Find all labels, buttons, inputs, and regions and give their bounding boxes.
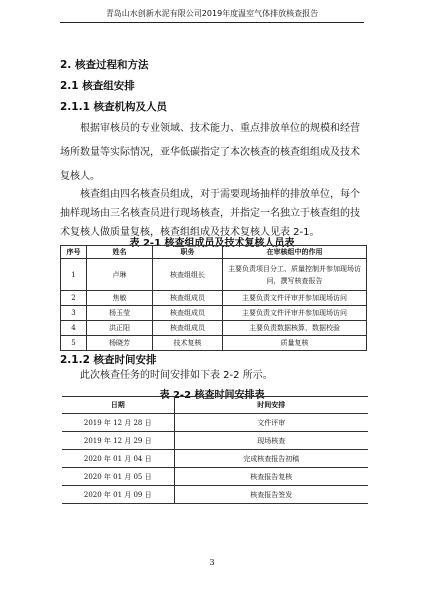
cell-duty: 主要负责项目分工、质量控制并参加现场访问，撰写核查报告	[223, 259, 367, 291]
cell-date: 2020 年 01 月 05 日	[62, 468, 174, 486]
para3: 此次核查任务的时间安排如下表 2-2 所示。	[80, 370, 273, 381]
para2-line3: 术复核人做质量复核，核查组组成及技术复核人见表 2-1。	[60, 227, 320, 238]
col-duty-header: 在审核组中的作用	[223, 246, 367, 259]
table-row	[61, 291, 367, 306]
table-row	[62, 468, 368, 486]
table-row	[61, 306, 367, 321]
section-2-1-heading: 2.1 核查组安排	[60, 80, 135, 92]
page-number: 3	[209, 558, 215, 567]
cell-task: 核查报告复核	[174, 468, 368, 486]
cell-duty: 主要负责数据核算，数据校验	[223, 321, 367, 336]
table2-caption: 表 2-2 核查时间安排表	[159, 390, 265, 401]
col-role-header: 职务	[153, 246, 223, 259]
section-2-1-1-heading: 2.1.1 核查机构及人员	[60, 101, 168, 113]
table-row	[61, 336, 367, 351]
table-row	[62, 450, 368, 468]
cell-role: 核查组组长	[153, 259, 223, 291]
cell-role: 核查组成员	[153, 321, 223, 336]
cell-task: 核查报告签发	[174, 486, 368, 504]
cell-name: 杨玉莹	[87, 306, 153, 321]
cell-no: 2	[61, 291, 87, 306]
cell-no: 4	[61, 321, 87, 336]
cell-duty: 质量复核	[223, 336, 367, 351]
cell-no: 3	[61, 306, 87, 321]
col-date-header: 日期	[62, 397, 174, 414]
para1-line1: 根据审核员的专业领域、技术能力、重点排放单位的规模和经营	[80, 123, 360, 134]
table-row	[62, 432, 368, 450]
cell-no: 1	[61, 259, 87, 291]
para2-line2: 抽样现场由三名核查员进行现场核查，并指定一名独立于核查组的技	[60, 208, 360, 219]
table1-caption: 表 2-1 核查组成员及技术复核人员表	[129, 238, 295, 249]
cell-name: 焦敏	[87, 291, 153, 306]
cell-date: 2019 年 12 月 28 日	[62, 414, 174, 432]
cell-date: 2019 年 12 月 29 日	[62, 432, 174, 450]
para2-line1: 核查组由四名核查员组成，对于需要现场抽样的排放单位，每个	[80, 189, 360, 200]
table-row	[62, 486, 368, 504]
cell-task: 现场核查	[174, 432, 368, 450]
cell-date: 2020 年 01 月 09 日	[62, 486, 174, 504]
table-row	[62, 414, 368, 432]
section-2-1-2-heading: 2.1.2 核查时间安排	[60, 354, 157, 366]
cell-duty: 主要负责文件评审并参加现场访问	[223, 306, 367, 321]
cell-name: 洪正阳	[87, 321, 153, 336]
cell-name: 卢琳	[87, 259, 153, 291]
cell-date: 2020 年 01 月 04 日	[62, 450, 174, 468]
cell-task: 完成核查报告初稿	[174, 450, 368, 468]
table-row	[61, 259, 367, 291]
col-name-header: 姓名	[87, 246, 153, 259]
cell-task: 文件评审	[174, 414, 368, 432]
cell-role: 核查组成员	[153, 306, 223, 321]
cell-role: 核查组成员	[153, 291, 223, 306]
para1-line2: 场所数量等实际情况，亚华低碳指定了本次核查的核查组组成及技术	[60, 147, 360, 158]
team-table	[60, 245, 367, 351]
cell-no: 5	[61, 336, 87, 351]
cell-role: 技术复核	[153, 336, 223, 351]
table-header-row	[62, 397, 368, 414]
cell-duty: 主要负责文件评审并参加现场访问	[223, 291, 367, 306]
cell-name: 杨晓芳	[87, 336, 153, 351]
page-header: 青岛山水创新水泥有限公司2019年度温室气体排放核查报告	[60, 8, 364, 23]
schedule-table	[62, 396, 368, 504]
table-row	[61, 321, 367, 336]
col-task-header: 时间安排	[174, 397, 368, 414]
table-header-row	[61, 246, 367, 259]
section-2-heading: 2. 核查过程和方法	[60, 59, 149, 71]
col-no-header: 序号	[61, 246, 87, 259]
para1-line3: 复核人。	[60, 171, 100, 182]
